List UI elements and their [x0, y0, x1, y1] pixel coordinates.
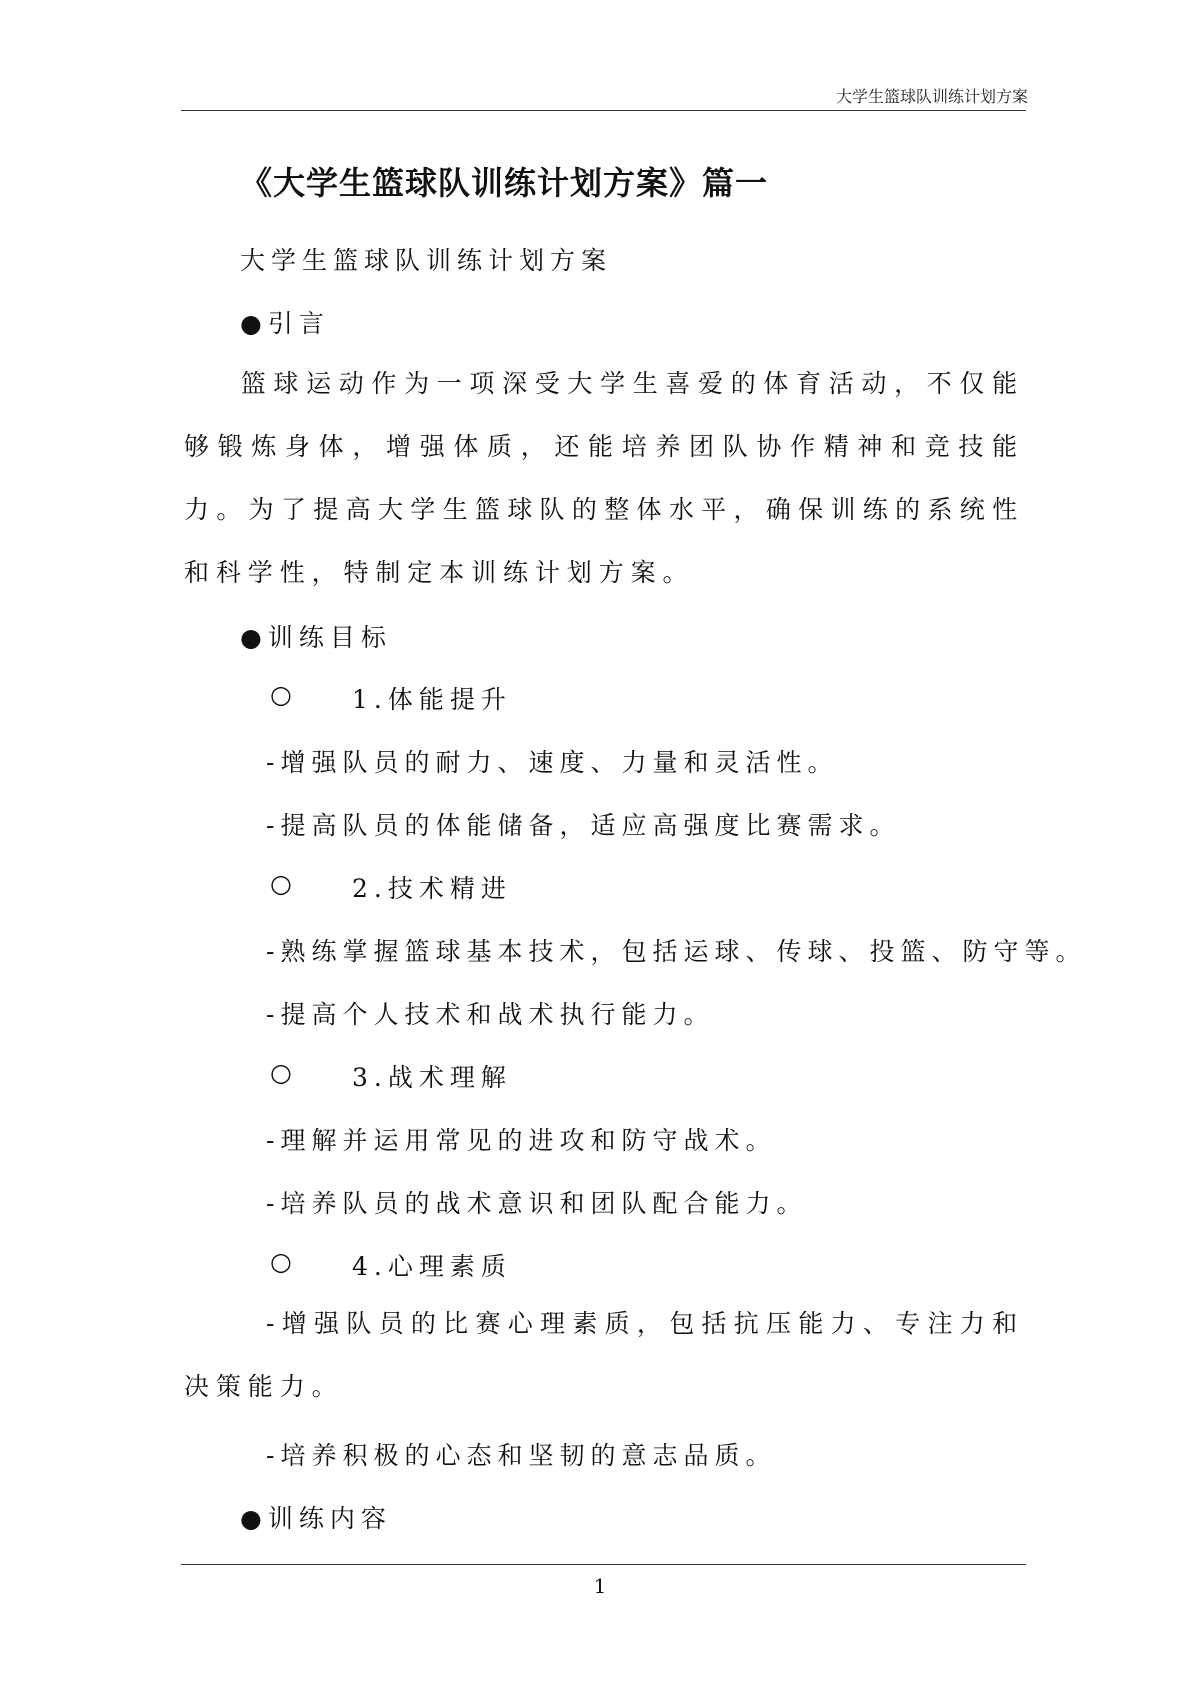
- goal-4-item-2: -培养积极的心态和坚韧的意志品质。: [266, 1441, 777, 1470]
- intro-paragraph: [184, 352, 1024, 604]
- section-heading-content: ●训练内容: [240, 1504, 392, 1533]
- goal-1-item-2: -提高队员的体能储备，适应高强度比赛需求。: [266, 811, 901, 840]
- section-heading-goals: ●训练目标: [240, 623, 392, 652]
- goal-3-item-2: -培养队员的战术意识和团队配合能力。: [266, 1189, 808, 1218]
- goal-2-marker: ○: [270, 869, 292, 898]
- goal-3-label: 3.战术理解: [352, 1063, 512, 1092]
- goal-4-label: 4.心理素质: [352, 1252, 512, 1281]
- goal-1-marker: ○: [270, 680, 292, 709]
- intro-paragraph-text: 篮球运动作为一项深受大学生喜爱的体育活动，不仅能够锻炼身体，增强体质，还能培养团队协作精神和竞技能力。为了提高大学生篮球队的整体水平，确保训练的系统性和科学性，特制定本训练计划方案。: [184, 369, 1024, 587]
- document-title: 《大学生篮球队训练计划方案》篇一: [240, 164, 769, 202]
- goal-2-item-2: -提高个人技术和战术执行能力。: [266, 1000, 715, 1029]
- document-subtitle: 大学生篮球队训练计划方案: [240, 246, 613, 275]
- goal-4-item-1-text: -增强队员的比赛心理素质，包括抗压能力、专注力和决策能力。: [184, 1309, 1024, 1401]
- section-heading-intro: ●引言: [240, 309, 330, 338]
- goal-3-item-1: -理解并运用常见的进攻和防守战术。: [266, 1126, 777, 1155]
- page-number: 1: [593, 1574, 607, 1598]
- footer-rule: [181, 1564, 1026, 1565]
- header-rule: [181, 110, 1026, 111]
- running-header-title: 大学生篮球队训练计划方案: [835, 87, 1028, 106]
- goal-3-marker: ○: [270, 1058, 292, 1087]
- goal-4-marker: ○: [270, 1247, 292, 1276]
- goal-1-item-1: -增强队员的耐力、速度、力量和灵活性。: [266, 748, 839, 777]
- goal-2-item-1: -熟练掌握篮球基本技术，包括运球、传球、投篮、防守等。: [266, 937, 1087, 966]
- goal-4-item-1: [184, 1292, 1024, 1418]
- goal-1-label: 1.体能提升: [352, 685, 512, 714]
- goal-2-label: 2.技术精进: [352, 874, 512, 903]
